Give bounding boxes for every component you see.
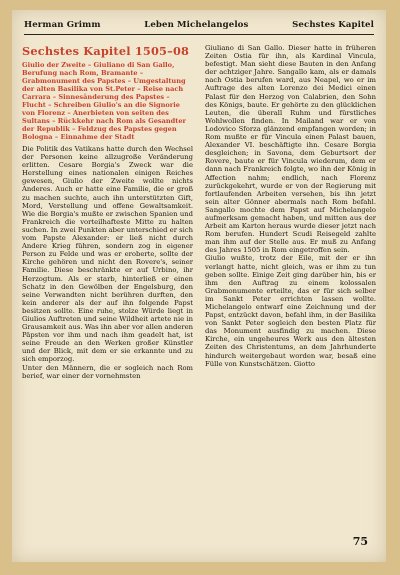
body-paragraph: Unter den Männern, die er sogleich nach Rom berief, war einer der vornehmsten: [22, 363, 193, 380]
header-rule: [24, 34, 374, 35]
body-paragraph: Die Politik des Vatikans hatte durch den Wechsel der Personen keine allzugroße Veränderung erlitten. Cesare Borgia's Zweck war die Herstellung eines nationalen einigen Reiches gewesen, Giulio der Zweite wollte nichts Anderes. Auch er hatte eine Familie, die er groß zu machen suchte, auch ihn unterstützten Gift, Mord, Verstellung und offene Gewaltsamkeit. Wie die Borgia's mußte er zwischen Spanien und Frankreich die vorteilhafteste Mitte zu halten suchen. In zwei Punkten aber unterschied er sich vom Papste Alexander: er ließ nicht durch Andere Krieg führen, sondern zog in eigener Person zu Felde und was er eroberte, sollte der Kirche gehören und nicht den Rovere's, seiner Familie. Diese beschränkte er auf Urbino, ihr Herzogtum. Als er starb, hinterließ er einen Schatz in den Gewölben der Engelsburg, den seine Verwandten nicht berühren durften, den kein anderer als der auf ihn folgende Papst besitzen sollte. Eine ruhe, stolze Würde liegt in Giulios Auftreten und seine Wildheit artete nie in Grausamkeit aus. Was ihn aber vor allen anderen Päpsten vor ihm und nach ihm geadelt hat, ist seine Freude an den Werken großer Künstler und der Blick, mit dem er sie erkannte und zu sich emporzog.: [22, 145, 193, 364]
body-paragraph: Giulio wußte, trotz der Eile, mit der er ihn verlangt hatte, nicht gleich, was er ihm zu tun geben sollte. Einige Zeit ging darüber hin, bis er ihm den Auftrag zu einem kolossalen Grabmonumente erteilte, das er für sich selber im Sankt Peter errichten lassen wollte. Michelangelo entwarf eine Zeichnung und der Papst, entzückt davon, befahl ihm, in der Basilika von Sankt Peter sogleich den besten Platz für das Monument ausfindig zu machen. Diese Kirche, ein ungeheures Werk aus den ältesten Zeiten des Christentums, an dem Jahrhunderte hindurch weitergebaut worden war, besaß eine Fülle von Kunstschätzen. Giotto: [205, 254, 376, 368]
running-header: [24, 18, 374, 32]
header-book-title: Leben Michelangelos: [144, 20, 249, 30]
book-page: [12, 10, 386, 562]
header-chapter-label: Sechstes Kapitel: [292, 20, 374, 30]
body-paragraph: Giuliano di San Gallo. Dieser hatte in früheren Zeiten Ostia für ihn, als Kardinal Vincula, befestigt. Man sieht diese Bauten in den Anfang der achtziger Jahre. Sangallo kam, als er damals nach Ostia berufen ward, aus Neapel, wo er im Auftrage des alten Lorenzo dei Medici einen Palast für den Herzog von Calabrien, den Sohn des Königs, baute. Er gehörte zu den glücklichen Leuten, die überall Ruhm und fürstliches Wohlwollen finden. In Mailand war er von Lodovico Sforza glänzend empfangen worden; in Rom mußte er für Vincula einen Palast bauen, Alexander VI. beschäftigte ihn. Cesare Borgia desgleichen; in Savona, dem Geburtsort der Rovere, baute er für Vincula wiederum, dem er dann nach Frankreich folgte, wo ihn der König in Affection nahm; endlich, nach Florenz zurückgekehrt, wurde er von der Regierung mit fortlaufenden Arbeiten versehen, bis ihn jetzt sein alter Gönner abermals nach Rom befahl. Sangallo mochte dem Papst auf Michelangelo aufmerksam gemacht haben, und mitten aus der Arbeit am Karton heraus wurde dieser jetzt nach Rom berufen. Hundert Scudi Reisegeld zahlte man ihm auf der Stelle aus. Er muß zu Anfang des Jahres 1505 in Rom eingetroffen sein.: [205, 44, 376, 255]
chapter-summary: Giulio der Zweite – Giuliano di San Gallo, Berufung nach Rom, Bramante – Grabmonument des Papstes – Umgestaltung der alten Basilika von St.Peter – Reise nach Carrara – Sinnesänderung des Papstes – Flucht – Schreiben Giulio's an die Signorie von Florenz – Anerbieten von seiten des Sultans – Rückkehr nach Rom als Gesandter der Republik – Feldzug des Papstes gegen Bologna – Einnahme der Stadt: [22, 61, 186, 141]
page-number: 75: [352, 535, 368, 548]
right-column: [205, 44, 376, 368]
chapter-title: Sechstes Kapitel 1505–08: [22, 44, 190, 58]
left-column: [22, 44, 193, 380]
header-author: Herman Grimm: [24, 20, 101, 30]
